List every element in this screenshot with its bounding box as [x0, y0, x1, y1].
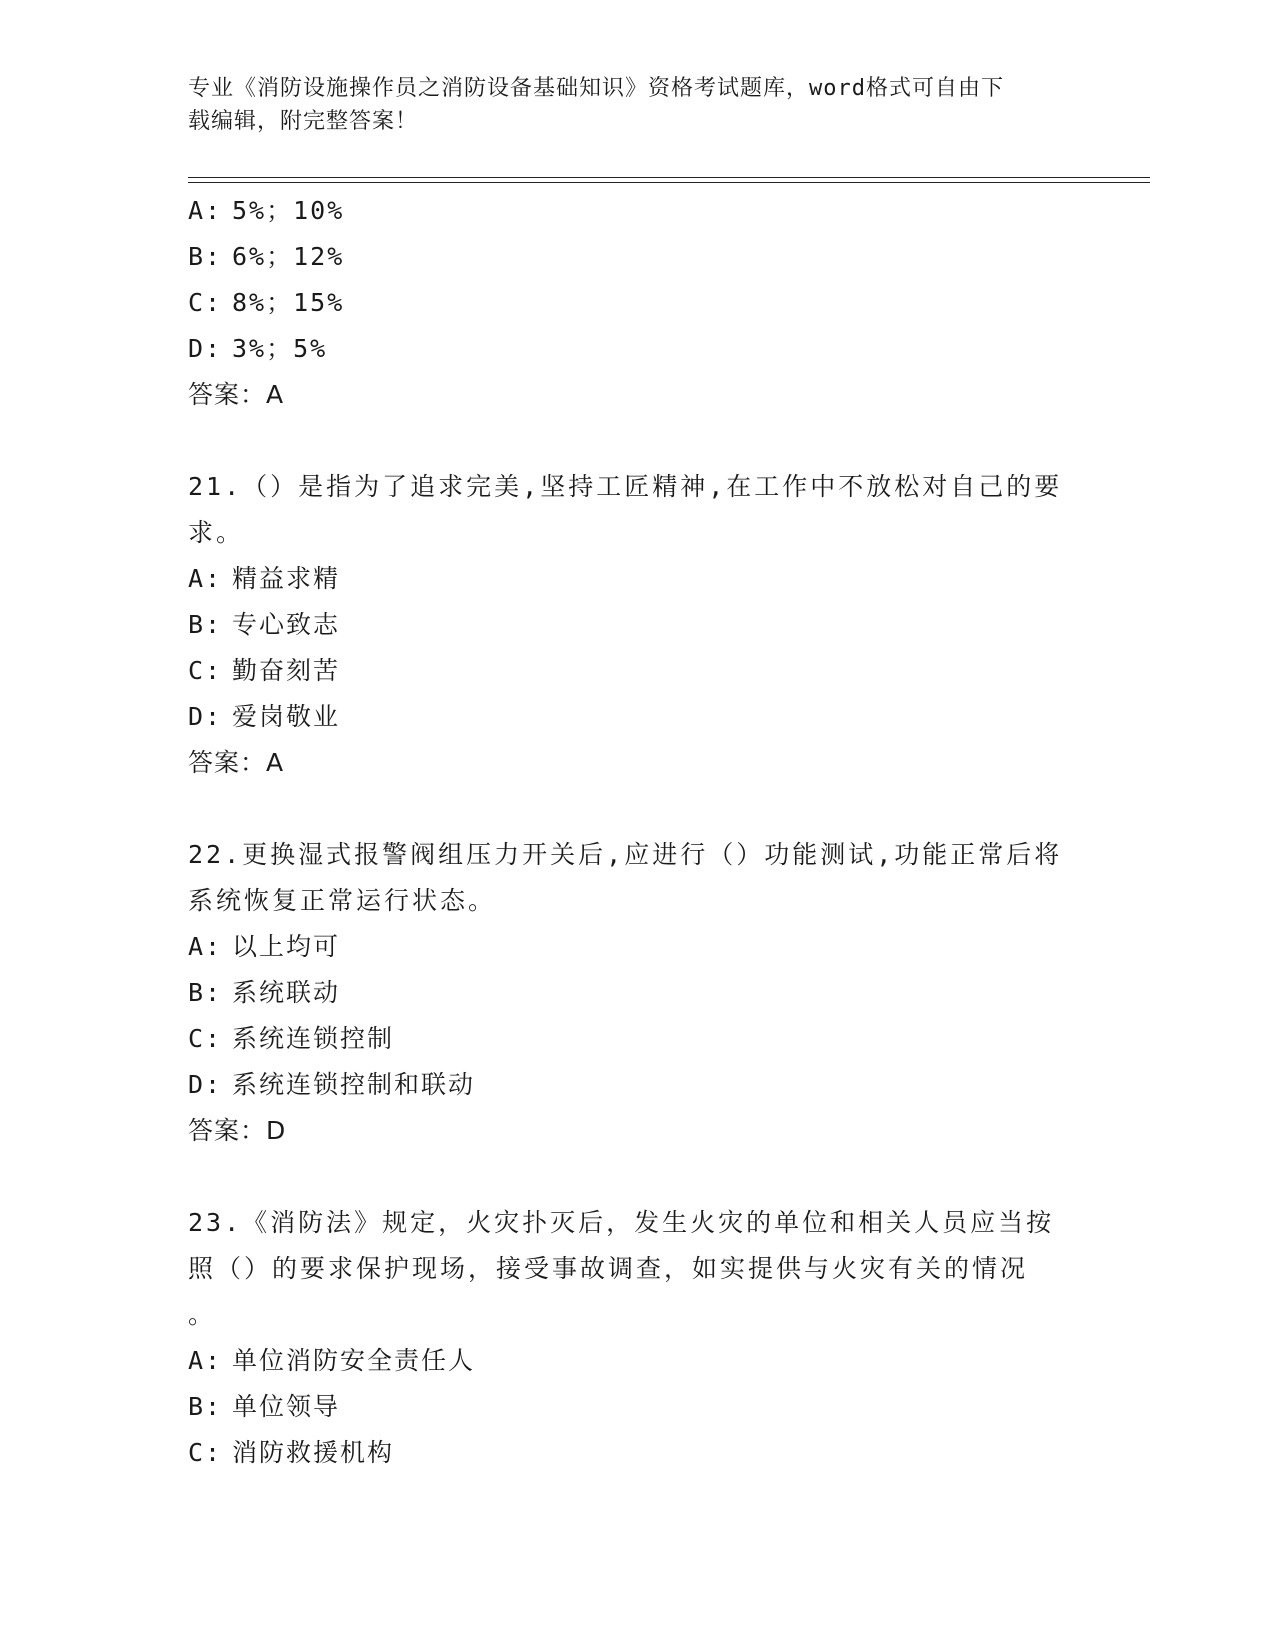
option-a	[188, 188, 1088, 234]
option-a	[188, 556, 1088, 602]
option-text: 爱岗敬业	[232, 702, 341, 731]
option-b	[188, 602, 1088, 648]
option-key: A:	[188, 196, 223, 225]
option-text: 精益求精	[232, 564, 341, 593]
option-text: 系统联动	[232, 978, 341, 1007]
option-key: B:	[188, 1392, 223, 1421]
option-text: 系统连锁控制	[232, 1024, 395, 1053]
option-c	[188, 1016, 1088, 1062]
option-key: D:	[188, 702, 223, 731]
option-b	[188, 234, 1088, 280]
question-text-line: 22.更换湿式报警阀组压力开关后,应进行（）功能测试,功能正常后将	[188, 840, 1063, 869]
option-c	[188, 648, 1088, 694]
answer-line: 答案：A	[188, 748, 285, 777]
option-c	[188, 1430, 1088, 1476]
question-text-line: 23.《消防法》规定，火灾扑灭后，发生火灾的单位和相关人员应当按	[188, 1208, 1055, 1237]
option-text: 6%；12%	[232, 242, 345, 271]
option-key: C:	[188, 1438, 223, 1467]
option-key: B:	[188, 610, 223, 639]
option-text: 以上均可	[232, 932, 341, 961]
answer-line: 答案：A	[188, 380, 285, 409]
option-text: 消防救援机构	[232, 1438, 395, 1467]
option-key: B:	[188, 978, 223, 1007]
option-d	[188, 694, 1088, 740]
question-text	[188, 1200, 1068, 1338]
question-20	[188, 188, 1088, 418]
option-key: B:	[188, 242, 223, 271]
answer-line: 答案：D	[188, 1116, 287, 1145]
spacer	[188, 1154, 1088, 1200]
option-a	[188, 924, 1088, 970]
option-c	[188, 280, 1088, 326]
question-text	[188, 832, 1068, 924]
option-key: D:	[188, 1070, 223, 1099]
question-text-line: 21.（）是指为了追求完美,坚持工匠精神,在工作中不放松对自己的要	[188, 472, 1063, 501]
header-rule-bottom	[188, 182, 1150, 183]
option-key: A:	[188, 1346, 223, 1375]
option-d	[188, 326, 1088, 372]
question-text-line: 照（）的要求保护现场，接受事故调查，如实提供与火灾有关的情况	[188, 1254, 1029, 1283]
option-b	[188, 970, 1088, 1016]
question-23	[188, 1200, 1088, 1476]
option-text: 单位消防安全责任人	[232, 1346, 476, 1375]
option-b	[188, 1384, 1088, 1430]
header-line-1: 专业《消防设施操作员之消防设备基础知识》资格考试题库，word格式可自由下	[188, 76, 1004, 101]
question-text-line: 求。	[188, 518, 245, 547]
option-key: A:	[188, 564, 223, 593]
header-rule-top	[188, 177, 1150, 178]
question-text-line: 系统恢复正常运行状态。	[188, 886, 497, 915]
option-text: 5%；10%	[232, 196, 345, 225]
option-text: 3%；5%	[232, 334, 328, 363]
option-text: 系统连锁控制和联动	[232, 1070, 476, 1099]
header-line-2: 载编辑，附完整答案！	[188, 109, 419, 134]
option-key: C:	[188, 288, 223, 317]
option-text: 勤奋刻苦	[232, 656, 341, 685]
option-text: 单位领导	[232, 1392, 341, 1421]
spacer	[188, 786, 1088, 832]
question-22	[188, 832, 1088, 1154]
option-key: A:	[188, 932, 223, 961]
question-text-line: 。	[188, 1300, 217, 1329]
option-key: C:	[188, 1024, 223, 1053]
option-d	[188, 1062, 1088, 1108]
option-key: C:	[188, 656, 223, 685]
option-text: 专心致志	[232, 610, 341, 639]
option-a	[188, 1338, 1088, 1384]
question-21	[188, 464, 1088, 786]
document-header	[188, 72, 1068, 138]
option-key: D:	[188, 334, 223, 363]
question-content	[188, 188, 1088, 1476]
question-text	[188, 464, 1068, 556]
spacer	[188, 418, 1088, 464]
option-text: 8%；15%	[232, 288, 345, 317]
